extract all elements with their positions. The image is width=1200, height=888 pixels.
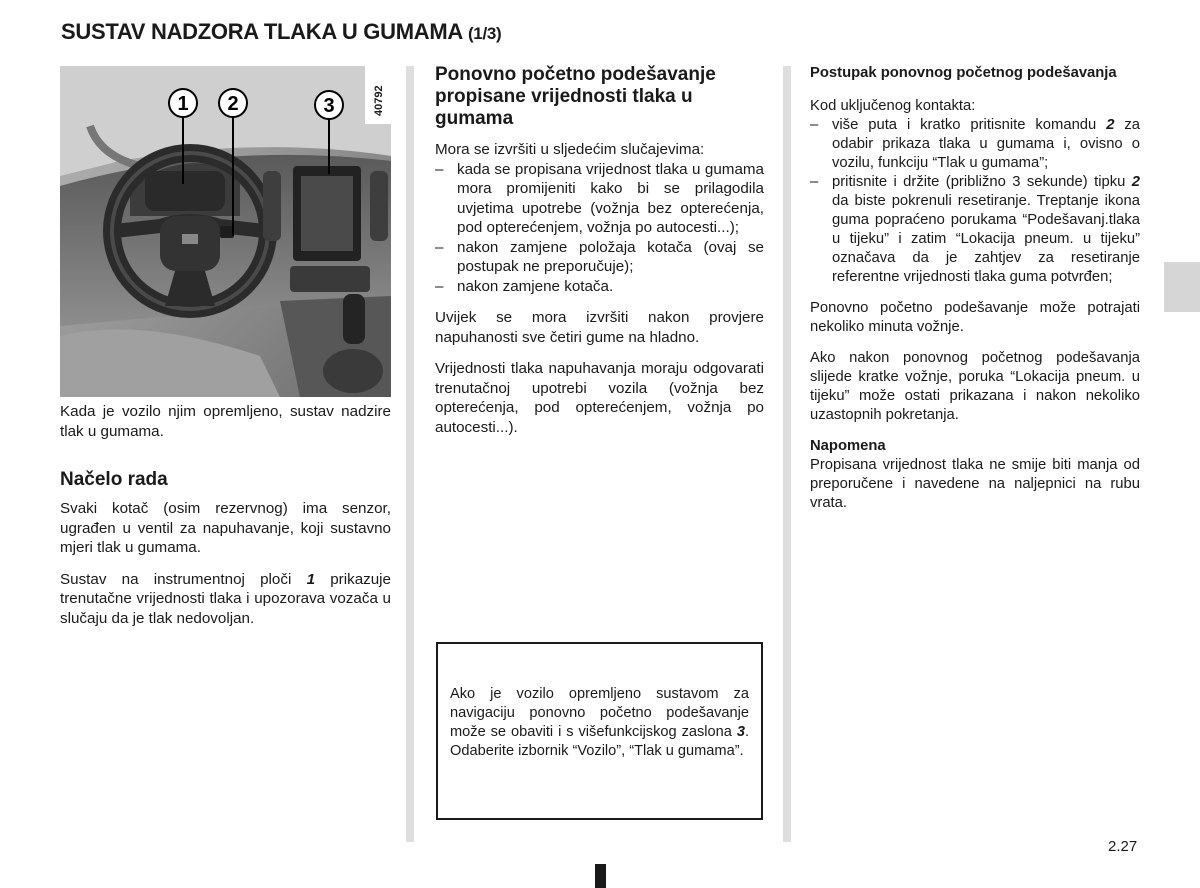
section-heading-reset: Ponovno početno podešavanje propisane vrijednosti tlaka u gumama — [435, 64, 716, 129]
step-2-text-b: da biste pokrenuli resetiranje. Treptanje ikona guma popraćeno porukama “Podešavanj.tlaka u tijeku” i zatim “Lokacija pneum. u tijeku” označava da je zahtjev za resetiranje referentne vrijednosti tlaka guma potvrđen; — [832, 193, 1140, 285]
navigation-note-text — [450, 685, 749, 761]
chapter-tab — [1164, 262, 1200, 312]
callout-1 — [169, 89, 197, 117]
step-1-text-a: više puta i kratko pritisnite komandu — [832, 117, 1107, 133]
note-heading: Napomena — [810, 438, 886, 454]
dashboard-figure — [60, 66, 391, 397]
list-item — [810, 116, 1140, 173]
page-part-label: (1/3) — [467, 24, 502, 43]
dashboard-illustration — [60, 66, 391, 397]
section-heading-principle: Načelo rada — [60, 469, 168, 490]
step-2-text-a: pritisnite i držite (približno 3 sekunde) tipku — [832, 174, 1132, 190]
page-edge-mark — [595, 864, 606, 888]
left-column — [60, 402, 391, 640]
right-column — [810, 64, 1140, 525]
list-item: – kada se propisana vrijednost tlaka u gumama mora promijeniti kako bi se prilagodila uvjetima upotrebe (vožnja bez opterećenja, pod opterećenjem, vožnja po autocesti...); — [435, 160, 764, 238]
reset-paragraph-2: Vrijednosti tlaka napuhavanja moraju odgovarati trenutačnoj upotrebi vozila (vožnja bez opterećenja, pod opterećenjem, vožnja po autocesti...). — [435, 360, 764, 436]
list-item — [810, 173, 1140, 287]
list-item: – nakon zamjene kotača. — [435, 277, 764, 297]
procedure-intro: Kod uključenog kontakta: — [810, 98, 976, 114]
callout-3 — [315, 91, 343, 119]
callout-2-label: 2 — [227, 93, 239, 115]
reset-paragraph-1: Uvijek se mora izvršiti nakon provjere napuhanosti sve četiri gume na hladno. — [435, 309, 764, 346]
page-number: 2.27 — [1108, 838, 1138, 855]
reset-cases-list — [435, 160, 764, 297]
page-title — [61, 19, 501, 45]
callout-2 — [219, 89, 247, 117]
procedure-paragraph-1: Ponovno početno podešavanje može potrajati nekoliko minuta vožnje. — [810, 300, 1140, 335]
ref-number-3: 3 — [736, 724, 745, 740]
principle-text-b: prikazuje trenutačne vrijednosti tlaka i upozorava vozača u slučaju da je tlak nedovoljan. — [60, 570, 392, 627]
column-separator-right — [783, 66, 791, 842]
principle-text-a: Sustav na instrumentnoj ploči — [60, 570, 307, 588]
column-separator-left — [406, 66, 414, 842]
note-text-b: . Odaberite izbornik “Vozilo”, “Tlak u gumama”. — [450, 724, 749, 759]
figure-code: 40792 — [373, 85, 385, 116]
reset-intro: Mora se izvršiti u sljedećim slučajevima: — [435, 141, 705, 158]
note-paragraph: Propisana vrijednost tlaka ne smije biti manja od preporučene i navedene na naljepnici na rubu vrata. — [810, 457, 1140, 511]
step-1-text-b: za odabir prikaza tlaka u gumama i, ovisno o vozilu, funkciju “Tlak u gumama”; — [832, 117, 1140, 171]
page-title-text: SUSTAV NADZORA TLAKA U GUMAMA — [61, 19, 463, 44]
callout-3-label: 3 — [323, 95, 335, 117]
ref-number-1: 1 — [306, 570, 316, 588]
navigation-note-box — [436, 642, 763, 820]
note-text-a: Ako je vozilo opremljeno sustavom za navigaciju ponovno početno podešavanje može se obaviti i s višefunkcijskog zaslona — [450, 686, 749, 740]
principle-paragraph-1: Svaki kotač (osim rezervnog) ima senzor, ugrađen u ventil za napuhavanje, koji sustavno mjeri tlak u gumama. — [60, 500, 391, 556]
ref-number-2: 2 — [1106, 117, 1115, 133]
ref-number-2: 2 — [1131, 174, 1140, 190]
principle-paragraph-2 — [60, 570, 391, 629]
procedure-heading: Postupak ponovnog početnog podešavanja — [810, 65, 1117, 81]
figure-caption: Kada je vozilo njim opremljeno, sustav nadzire tlak u gumama. — [60, 403, 391, 440]
list-item: – nakon zamjene položaja kotača (ovaj se postupak ne preporučuje); — [435, 238, 764, 277]
callout-1-label: 1 — [177, 93, 189, 115]
procedure-steps-list — [810, 116, 1140, 287]
procedure-paragraph-2: Ako nakon ponovnog početnog podešavanja slijede kratke vožnje, poruka “Lokacija pneum. u tijeku” može ostati prikazana i nakon nekoliko uzastopnih pokretanja. — [810, 350, 1140, 423]
middle-column — [435, 64, 764, 449]
